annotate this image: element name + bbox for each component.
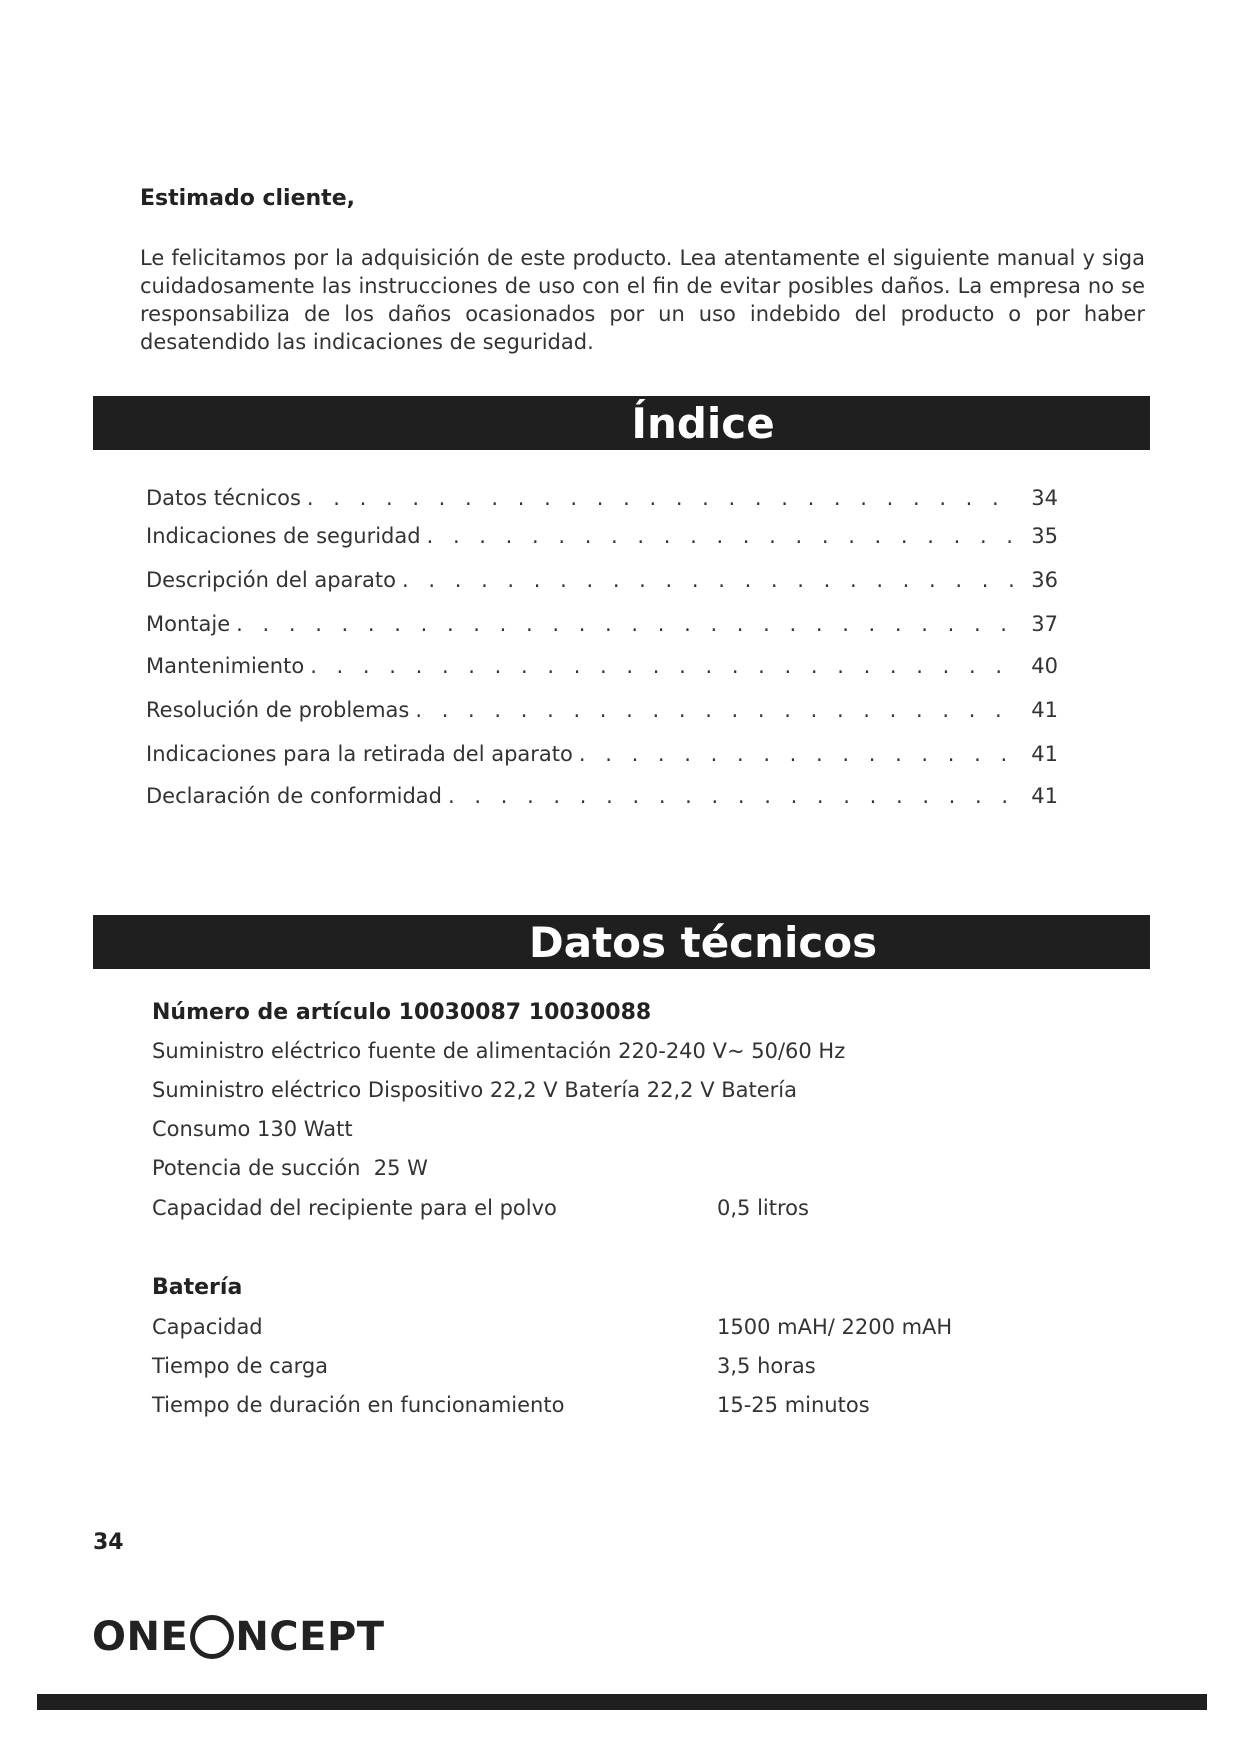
toc-item-page: 41 — [1031, 784, 1058, 808]
toc-leader-dots — [409, 698, 1018, 722]
toc-item-label: Montaje — [146, 612, 231, 636]
logo-text-one: ONE — [92, 1614, 189, 1660]
oneconcept-logo — [92, 1612, 385, 1662]
toc-item-page: 34 — [1031, 486, 1058, 510]
toc-item[interactable] — [146, 698, 1058, 728]
toc-item-label: Declaración de conformidad — [146, 784, 443, 808]
battery-charge-label: Tiempo de carga — [152, 1354, 329, 1378]
logo-c-ring-icon — [190, 1615, 234, 1659]
toc-item[interactable] — [146, 654, 1058, 684]
toc-item[interactable] — [146, 486, 1058, 516]
toc-item[interactable] — [146, 742, 1058, 772]
battery-heading: Batería — [152, 1275, 243, 1300]
toc-item-label: Datos técnicos — [146, 486, 301, 510]
toc-leader-dots — [230, 612, 1018, 636]
battery-charge-value: 3,5 horas — [717, 1354, 816, 1378]
toc-item[interactable] — [146, 612, 1058, 642]
toc-item-page: 40 — [1031, 654, 1058, 678]
datos-tecnicos-banner: Datos técnicos — [93, 915, 1150, 969]
battery-capacity-value: 1500 mAH/ 2200 mAH — [717, 1315, 953, 1339]
battery-runtime-label: Tiempo de duración en funcionamiento — [152, 1393, 565, 1417]
battery-runtime-value: 15-25 minutos — [717, 1393, 870, 1417]
toc-item-label: Mantenimiento — [146, 654, 305, 678]
logo-text-ncept: NCEPT — [235, 1614, 385, 1660]
toc-leader-dots — [304, 654, 1018, 678]
toc-item[interactable] — [146, 524, 1058, 554]
page-number: 34 — [93, 1530, 124, 1555]
greeting: Estimado cliente, — [140, 186, 355, 211]
spec-dust-label: Capacidad del recipiente para el polvo — [152, 1196, 557, 1220]
toc-item-label: Resolución de problemas — [146, 698, 410, 722]
spec-supply-adapter: Suministro eléctrico fuente de alimentación 220-240 V~ 50/60 Hz — [152, 1039, 846, 1063]
toc-leader-dots — [301, 486, 1018, 510]
spec-supply-device: Suministro eléctrico Dispositivo 22,2 V Batería 22,2 V Batería — [152, 1078, 798, 1102]
toc-item-page: 41 — [1031, 742, 1058, 766]
toc-item-label: Descripción del aparato — [146, 568, 397, 592]
toc-leader-dots — [442, 784, 1018, 808]
spec-consumption: Consumo 130 Watt — [152, 1117, 353, 1141]
spec-dust-value: 0,5 litros — [717, 1196, 809, 1220]
battery-capacity-label: Capacidad — [152, 1315, 263, 1339]
indice-banner: Índice — [93, 396, 1150, 450]
article-number: Número de artículo 10030087 10030088 — [152, 1000, 652, 1025]
footer-bar — [37, 1694, 1207, 1710]
toc-item-label: Indicaciones de seguridad — [146, 524, 421, 548]
toc-item-page: 36 — [1031, 568, 1058, 592]
spec-suction: Potencia de succión 25 W — [152, 1156, 428, 1180]
toc-item-label: Indicaciones para la retirada del aparato — [146, 742, 573, 766]
toc-leader-dots — [421, 524, 1018, 548]
intro-paragraph: Le felicitamos por la adquisición de este producto. Lea atentamente el siguiente manual y siga cuidadosamente las instrucciones de uso con el fin de evitar posibles daños. La empresa no se responsabiliza de los daños ocasionados por un uso indebido del producto o por haber desatendido las indicaciones de seguridad. — [140, 246, 1145, 354]
toc-item-page: 41 — [1031, 698, 1058, 722]
toc-leader-dots — [396, 568, 1018, 592]
toc-item-page: 37 — [1031, 612, 1058, 636]
toc-item[interactable] — [146, 568, 1058, 598]
toc-item-page: 35 — [1031, 524, 1058, 548]
toc-leader-dots — [573, 742, 1018, 766]
toc-item[interactable] — [146, 784, 1058, 814]
